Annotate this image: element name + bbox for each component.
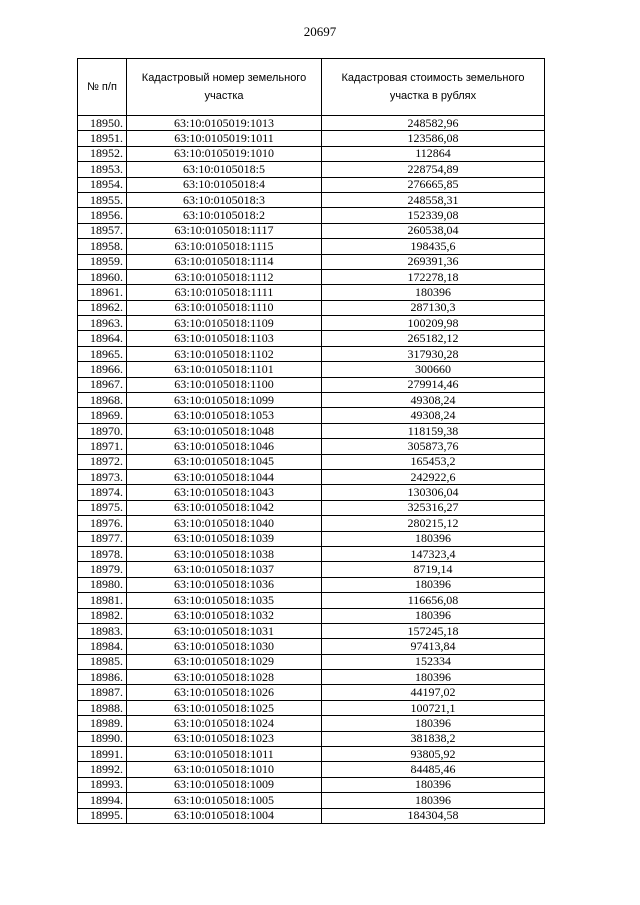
row-number-cell: 18988. <box>78 700 127 715</box>
cadastral-number-cell: 63:10:0105018:1043 <box>127 485 322 500</box>
cadastral-value-table <box>77 58 545 824</box>
cadastral-value-cell: 165453,2 <box>322 454 545 469</box>
cadastral-number-cell: 63:10:0105018:1009 <box>127 777 322 792</box>
row-number-cell: 18983. <box>78 623 127 638</box>
row-number-cell: 18970. <box>78 423 127 438</box>
table-row <box>78 731 545 746</box>
row-number-cell: 18953. <box>78 162 127 177</box>
cadastral-value-cell: 242922,6 <box>322 469 545 484</box>
table-body <box>78 116 545 824</box>
cadastral-number-cell: 63:10:0105018:1101 <box>127 362 322 377</box>
row-number-cell: 18961. <box>78 285 127 300</box>
header-cadastral-value: Кадастровая стоимость земельного участка в рублях <box>322 59 545 116</box>
cadastral-number-cell: 63:10:0105018:1044 <box>127 469 322 484</box>
row-number-cell: 18987. <box>78 685 127 700</box>
table-row <box>78 485 545 500</box>
table-row <box>78 408 545 423</box>
row-number-cell: 18954. <box>78 177 127 192</box>
row-number-cell: 18976. <box>78 516 127 531</box>
table-row <box>78 393 545 408</box>
table-row <box>78 808 545 823</box>
cadastral-value-cell: 180396 <box>322 793 545 808</box>
cadastral-number-cell: 63:10:0105019:1011 <box>127 131 322 146</box>
table-row <box>78 608 545 623</box>
table-row <box>78 793 545 808</box>
row-number-cell: 18986. <box>78 670 127 685</box>
cadastral-value-cell: 180396 <box>322 577 545 592</box>
cadastral-number-cell: 63:10:0105018:1029 <box>127 654 322 669</box>
cadastral-number-cell: 63:10:0105018:1036 <box>127 577 322 592</box>
cadastral-value-cell: 100721,1 <box>322 700 545 715</box>
row-number-cell: 18993. <box>78 777 127 792</box>
header-row-number: № п/п <box>78 59 127 116</box>
cadastral-value-cell: 157245,18 <box>322 623 545 638</box>
table-row <box>78 439 545 454</box>
cadastral-number-cell: 63:10:0105019:1013 <box>127 116 322 131</box>
cadastral-number-cell: 63:10:0105018:1038 <box>127 546 322 561</box>
table-row <box>78 362 545 377</box>
row-number-cell: 18965. <box>78 346 127 361</box>
header-cadastral-number: Кадастровый номер земельного участка <box>127 59 322 116</box>
row-number-cell: 18958. <box>78 239 127 254</box>
row-number-cell: 18964. <box>78 331 127 346</box>
cadastral-number-cell: 63:10:0105018:4 <box>127 177 322 192</box>
cadastral-number-cell: 63:10:0105018:1035 <box>127 593 322 608</box>
cadastral-number-cell: 63:10:0105018:1115 <box>127 239 322 254</box>
table-row <box>78 300 545 315</box>
cadastral-value-cell: 130306,04 <box>322 485 545 500</box>
cadastral-value-cell: 147323,4 <box>322 546 545 561</box>
table-row <box>78 593 545 608</box>
cadastral-value-cell: 123586,08 <box>322 131 545 146</box>
row-number-cell: 18968. <box>78 393 127 408</box>
row-number-cell: 18982. <box>78 608 127 623</box>
table-row <box>78 762 545 777</box>
table-row <box>78 254 545 269</box>
header-row <box>78 59 545 116</box>
row-number-cell: 18969. <box>78 408 127 423</box>
cadastral-value-cell: 49308,24 <box>322 393 545 408</box>
cadastral-number-cell: 63:10:0105018:1040 <box>127 516 322 531</box>
table-row <box>78 377 545 392</box>
cadastral-number-cell: 63:10:0105018:1114 <box>127 254 322 269</box>
row-number-cell: 18978. <box>78 546 127 561</box>
cadastral-value-cell: 248582,96 <box>322 116 545 131</box>
table-row <box>78 177 545 192</box>
row-number-cell: 18990. <box>78 731 127 746</box>
cadastral-number-cell: 63:10:0105018:5 <box>127 162 322 177</box>
cadastral-number-cell: 63:10:0105018:1103 <box>127 331 322 346</box>
cadastral-number-cell: 63:10:0105018:1117 <box>127 223 322 238</box>
row-number-cell: 18957. <box>78 223 127 238</box>
row-number-cell: 18975. <box>78 500 127 515</box>
table-row <box>78 269 545 284</box>
cadastral-number-cell: 63:10:0105018:1037 <box>127 562 322 577</box>
table-row <box>78 116 545 131</box>
cadastral-value-cell: 198435,6 <box>322 239 545 254</box>
cadastral-value-cell: 248558,31 <box>322 192 545 207</box>
row-number-cell: 18977. <box>78 531 127 546</box>
cadastral-value-cell: 180396 <box>322 777 545 792</box>
table-row <box>78 423 545 438</box>
cadastral-value-cell: 172278,18 <box>322 269 545 284</box>
row-number-cell: 18962. <box>78 300 127 315</box>
cadastral-value-cell: 118159,38 <box>322 423 545 438</box>
cadastral-number-cell: 63:10:0105018:1111 <box>127 285 322 300</box>
cadastral-number-cell: 63:10:0105018:1109 <box>127 316 322 331</box>
row-number-cell: 18979. <box>78 562 127 577</box>
table-row <box>78 331 545 346</box>
cadastral-value-cell: 276665,85 <box>322 177 545 192</box>
table-row <box>78 747 545 762</box>
cadastral-value-cell: 269391,36 <box>322 254 545 269</box>
table-row <box>78 716 545 731</box>
cadastral-value-cell: 84485,46 <box>322 762 545 777</box>
cadastral-value-cell: 260538,04 <box>322 223 545 238</box>
table-row <box>78 223 545 238</box>
row-number-cell: 18980. <box>78 577 127 592</box>
row-number-cell: 18960. <box>78 269 127 284</box>
table-row <box>78 562 545 577</box>
table-row <box>78 577 545 592</box>
row-number-cell: 18984. <box>78 639 127 654</box>
table-row <box>78 500 545 515</box>
table-row <box>78 670 545 685</box>
table-row <box>78 685 545 700</box>
cadastral-value-cell: 100209,98 <box>322 316 545 331</box>
cadastral-value-cell: 287130,3 <box>322 300 545 315</box>
cadastral-value-cell: 152339,08 <box>322 208 545 223</box>
cadastral-number-cell: 63:10:0105018:1025 <box>127 700 322 715</box>
cadastral-value-cell: 279914,46 <box>322 377 545 392</box>
row-number-cell: 18955. <box>78 192 127 207</box>
table-row <box>78 454 545 469</box>
cadastral-value-cell: 180396 <box>322 608 545 623</box>
cadastral-value-cell: 44197,02 <box>322 685 545 700</box>
cadastral-number-cell: 63:10:0105018:1053 <box>127 408 322 423</box>
row-number-cell: 18952. <box>78 146 127 161</box>
cadastral-value-cell: 325316,27 <box>322 500 545 515</box>
cadastral-value-cell: 180396 <box>322 531 545 546</box>
row-number-cell: 18951. <box>78 131 127 146</box>
cadastral-value-cell: 8719,14 <box>322 562 545 577</box>
table-row <box>78 531 545 546</box>
cadastral-value-cell: 300660 <box>322 362 545 377</box>
row-number-cell: 18950. <box>78 116 127 131</box>
row-number-cell: 18972. <box>78 454 127 469</box>
cadastral-number-cell: 63:10:0105018:1023 <box>127 731 322 746</box>
cadastral-number-cell: 63:10:0105018:3 <box>127 192 322 207</box>
cadastral-number-cell: 63:10:0105018:1110 <box>127 300 322 315</box>
cadastral-value-cell: 265182,12 <box>322 331 545 346</box>
row-number-cell: 18973. <box>78 469 127 484</box>
table-row <box>78 208 545 223</box>
cadastral-number-cell: 63:10:0105018:1011 <box>127 747 322 762</box>
cadastral-number-cell: 63:10:0105018:1099 <box>127 393 322 408</box>
table-row <box>78 623 545 638</box>
cadastral-value-cell: 180396 <box>322 716 545 731</box>
cadastral-number-cell: 63:10:0105018:1010 <box>127 762 322 777</box>
table-row <box>78 700 545 715</box>
cadastral-value-cell: 93805,92 <box>322 747 545 762</box>
cadastral-value-cell: 112864 <box>322 146 545 161</box>
cadastral-number-cell: 63:10:0105019:1010 <box>127 146 322 161</box>
cadastral-number-cell: 63:10:0105018:1030 <box>127 639 322 654</box>
cadastral-number-cell: 63:10:0105018:1045 <box>127 454 322 469</box>
cadastral-number-cell: 63:10:0105018:1042 <box>127 500 322 515</box>
cadastral-value-cell: 381838,2 <box>322 731 545 746</box>
row-number-cell: 18992. <box>78 762 127 777</box>
cadastral-number-cell: 63:10:0105018:1046 <box>127 439 322 454</box>
cadastral-number-cell: 63:10:0105018:1112 <box>127 269 322 284</box>
cadastral-value-cell: 184304,58 <box>322 808 545 823</box>
table-row <box>78 131 545 146</box>
table-row <box>78 546 545 561</box>
cadastral-number-cell: 63:10:0105018:1031 <box>127 623 322 638</box>
table-row <box>78 469 545 484</box>
row-number-cell: 18981. <box>78 593 127 608</box>
table-row <box>78 192 545 207</box>
row-number-cell: 18989. <box>78 716 127 731</box>
table-row <box>78 654 545 669</box>
row-number-cell: 18956. <box>78 208 127 223</box>
table-row <box>78 285 545 300</box>
cadastral-number-cell: 63:10:0105018:1005 <box>127 793 322 808</box>
cadastral-value-cell: 49308,24 <box>322 408 545 423</box>
row-number-cell: 18966. <box>78 362 127 377</box>
cadastral-value-cell: 317930,28 <box>322 346 545 361</box>
row-number-cell: 18963. <box>78 316 127 331</box>
table-header <box>78 59 545 116</box>
table-row <box>78 316 545 331</box>
table-row <box>78 346 545 361</box>
row-number-cell: 18995. <box>78 808 127 823</box>
row-number-cell: 18974. <box>78 485 127 500</box>
table-row <box>78 777 545 792</box>
cadastral-number-cell: 63:10:0105018:1039 <box>127 531 322 546</box>
cadastral-number-cell: 63:10:0105018:1026 <box>127 685 322 700</box>
cadastral-number-cell: 63:10:0105018:1032 <box>127 608 322 623</box>
row-number-cell: 18971. <box>78 439 127 454</box>
table-row <box>78 516 545 531</box>
cadastral-value-cell: 305873,76 <box>322 439 545 454</box>
row-number-cell: 18985. <box>78 654 127 669</box>
row-number-cell: 18967. <box>78 377 127 392</box>
table-row <box>78 162 545 177</box>
cadastral-value-cell: 152334 <box>322 654 545 669</box>
table-row <box>78 239 545 254</box>
table-row <box>78 639 545 654</box>
cadastral-number-cell: 63:10:0105018:1048 <box>127 423 322 438</box>
row-number-cell: 18991. <box>78 747 127 762</box>
cadastral-number-cell: 63:10:0105018:1004 <box>127 808 322 823</box>
row-number-cell: 18959. <box>78 254 127 269</box>
table-row <box>78 146 545 161</box>
cadastral-value-cell: 180396 <box>322 285 545 300</box>
cadastral-value-cell: 180396 <box>322 670 545 685</box>
cadastral-value-cell: 228754,89 <box>322 162 545 177</box>
cadastral-number-cell: 63:10:0105018:2 <box>127 208 322 223</box>
cadastral-number-cell: 63:10:0105018:1102 <box>127 346 322 361</box>
cadastral-value-cell: 97413,84 <box>322 639 545 654</box>
cadastral-number-cell: 63:10:0105018:1028 <box>127 670 322 685</box>
page-number: 20697 <box>303 24 337 39</box>
cadastral-value-cell: 280215,12 <box>322 516 545 531</box>
cadastral-value-cell: 116656,08 <box>322 593 545 608</box>
cadastral-number-cell: 63:10:0105018:1100 <box>127 377 322 392</box>
cadastral-number-cell: 63:10:0105018:1024 <box>127 716 322 731</box>
row-number-cell: 18994. <box>78 793 127 808</box>
